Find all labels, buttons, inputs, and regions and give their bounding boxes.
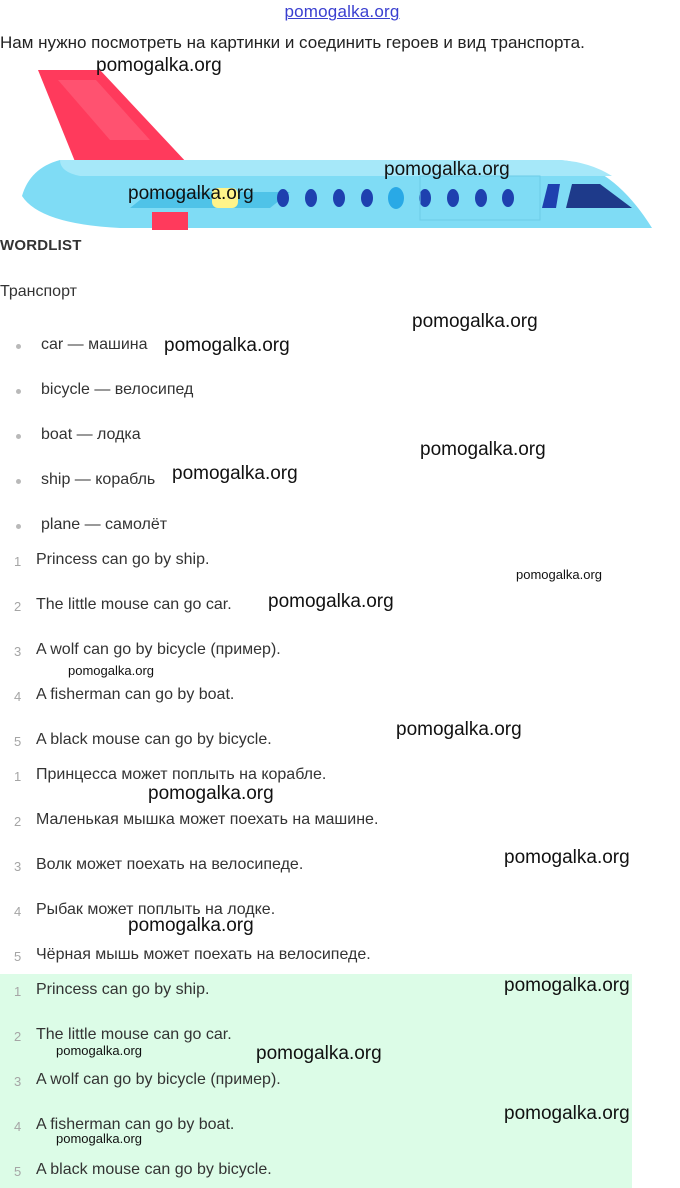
- watermark: pomogalka.org: [268, 591, 394, 612]
- wordlist-category: Транспорт: [0, 283, 77, 300]
- sentence-number: 4: [14, 904, 22, 919]
- watermark: pomogalka.org: [504, 1103, 630, 1124]
- watermark: pomogalka.org: [256, 1043, 382, 1064]
- site-logo-link[interactable]: pomogalka.org: [284, 2, 400, 21]
- sentence-en: A wolf can go by bicycle (пример).: [36, 641, 281, 658]
- sentence-number: 4: [14, 1119, 22, 1134]
- sentence-en-highlighted: A wolf can go by bicycle (пример).: [36, 1071, 281, 1088]
- watermark: pomogalka.org: [56, 1131, 142, 1146]
- watermark: pomogalka.org: [504, 975, 630, 996]
- watermark: pomogalka.org: [56, 1043, 142, 1058]
- watermark: pomogalka.org: [504, 847, 630, 868]
- sentence-ru: Принцесса может поплыть на корабле.: [36, 766, 327, 783]
- airplane-illustration: [0, 64, 660, 232]
- bullet-icon: [16, 479, 21, 484]
- sentence-number: 3: [14, 1074, 22, 1089]
- sentence-number: 5: [14, 734, 22, 749]
- vocab-item-label: ship — корабль: [41, 471, 156, 488]
- intro-text: Нам нужно посмотреть на картинки и соединить героев и вид транспорта.: [0, 33, 585, 52]
- vocab-item-label: boat — лодка: [41, 426, 141, 443]
- bullet-icon: [16, 524, 21, 529]
- sentence-number: 5: [14, 949, 22, 964]
- sentence-ru: Чёрная мышь может поехать на велосипеде.: [36, 946, 371, 963]
- sentence-number: 2: [14, 814, 22, 829]
- watermark: pomogalka.org: [128, 183, 254, 204]
- sentence-ru: Волк может поехать на велосипеде.: [36, 856, 304, 873]
- sentence-en: A black mouse can go by bicycle.: [36, 731, 272, 748]
- sentence-number: 2: [14, 599, 22, 614]
- sentence-en: Princess can go by ship.: [36, 551, 210, 568]
- watermark: pomogalka.org: [68, 663, 154, 678]
- bullet-icon: [16, 389, 21, 394]
- watermark: pomogalka.org: [384, 159, 510, 180]
- wordlist-title: WORDLIST: [0, 237, 82, 254]
- sentence-number: 2: [14, 1029, 22, 1044]
- sentence-ru: Маленькая мышка может поехать на машине.: [36, 811, 379, 828]
- sentence-number: 1: [14, 554, 22, 569]
- sentence-en: The little mouse can go car.: [36, 596, 232, 613]
- sentence-en: A fisherman can go by boat.: [36, 686, 235, 703]
- watermark: pomogalka.org: [412, 311, 538, 332]
- bullet-icon: [16, 344, 21, 349]
- watermark: pomogalka.org: [172, 463, 298, 484]
- sentence-en-highlighted: Princess can go by ship.: [36, 981, 210, 998]
- sentence-number: 5: [14, 1164, 22, 1179]
- vocab-item-label: bicycle — велосипед: [41, 381, 194, 398]
- bullet-icon: [16, 434, 21, 439]
- sentence-en-highlighted: A black mouse can go by bicycle.: [36, 1161, 272, 1178]
- vocab-item-label: plane — самолёт: [41, 516, 168, 533]
- sentence-number: 4: [14, 689, 22, 704]
- watermark: pomogalka.org: [96, 55, 222, 76]
- watermark: pomogalka.org: [516, 567, 602, 582]
- sentence-en-highlighted: A fisherman can go by boat.: [36, 1116, 235, 1133]
- sentence-en-highlighted: The little mouse can go car.: [36, 1026, 232, 1043]
- watermark: pomogalka.org: [164, 335, 290, 356]
- sentence-number: 3: [14, 644, 22, 659]
- watermark: pomogalka.org: [396, 719, 522, 740]
- vocab-item-label: car — машина: [41, 336, 148, 353]
- airplane-windows: [277, 187, 514, 209]
- sentence-ru: Рыбак может поплыть на лодке.: [36, 901, 276, 918]
- sentence-number: 1: [14, 984, 22, 999]
- sentence-number: 1: [14, 769, 22, 784]
- sentence-number: 3: [14, 859, 22, 874]
- watermark: pomogalka.org: [128, 915, 254, 936]
- watermark: pomogalka.org: [420, 439, 546, 460]
- watermark: pomogalka.org: [148, 783, 274, 804]
